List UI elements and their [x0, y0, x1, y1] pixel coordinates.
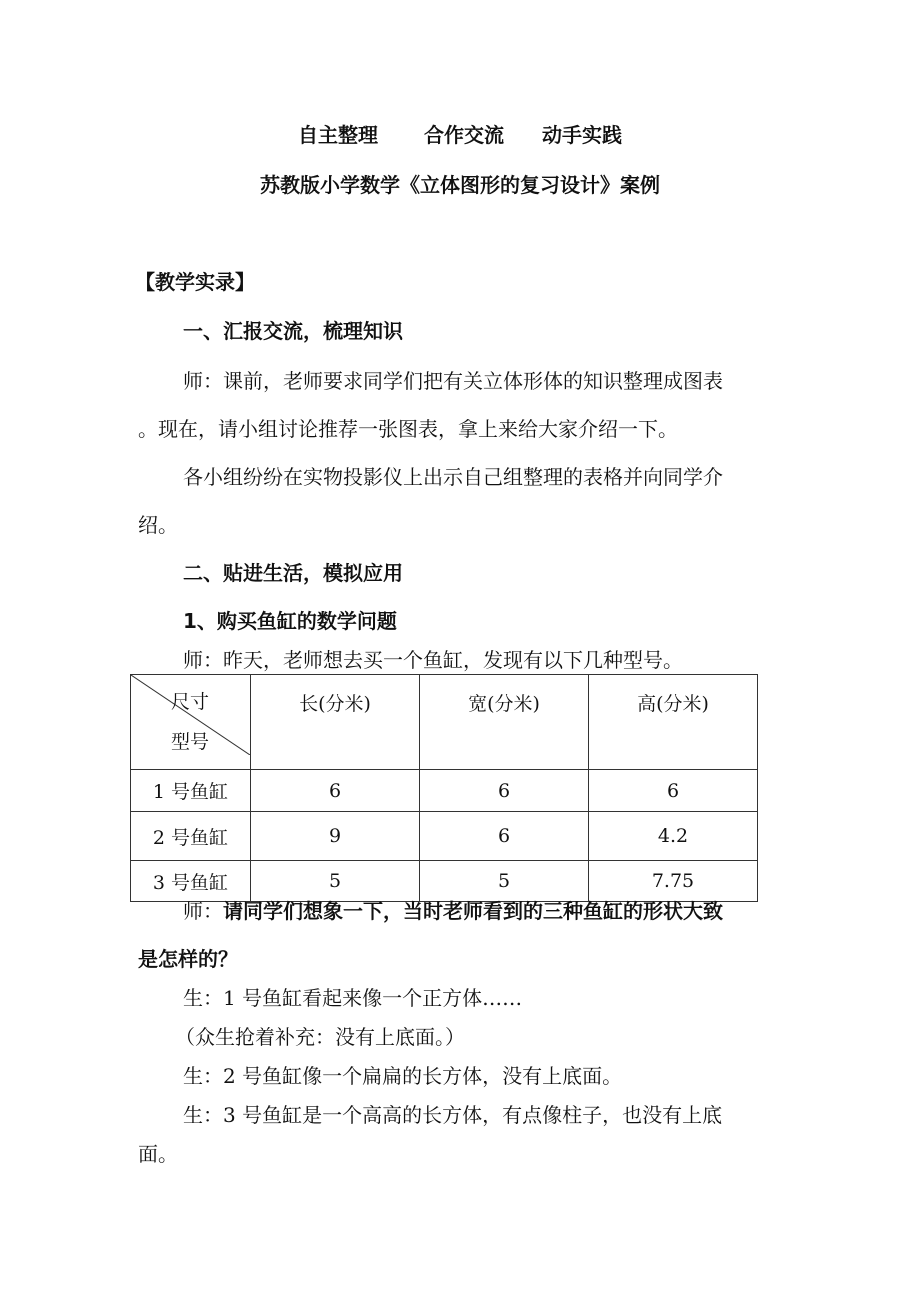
question-line	[183, 899, 723, 923]
part2-subheading: 1、购买鱼缸的数学问题	[183, 609, 397, 633]
cell-length: 6	[251, 770, 420, 812]
header-length: 长(分米)	[251, 675, 420, 770]
part1-heading: 一、汇报交流，梳理知识	[183, 319, 403, 343]
row-name: 2 号鱼缸	[131, 812, 251, 861]
answer-line: 生：1 号鱼缸看起来像一个正方体……	[183, 986, 523, 1010]
table-row	[131, 861, 758, 902]
section-label: 【教学实录】	[135, 270, 255, 294]
question-text: 请同学们想象一下，当时老师看到的三种鱼缸的形状大致	[223, 899, 723, 923]
question-line-2: 是怎样的？	[138, 947, 238, 971]
corner-label-size: 尺寸	[171, 691, 210, 713]
title-part-2: 合作交流	[424, 123, 504, 147]
cell-width: 6	[420, 770, 589, 812]
cell-height: 7.75	[589, 861, 758, 902]
paragraph-line: 师：课前，老师要求同学们把有关立体形体的知识整理成图表	[183, 369, 723, 393]
part2-heading: 二、贴进生活，模拟应用	[183, 561, 403, 585]
cell-length: 9	[251, 812, 420, 861]
document-title	[0, 123, 920, 147]
table-row	[131, 770, 758, 812]
table-row	[131, 812, 758, 861]
cell-length: 5	[251, 861, 420, 902]
paragraph-line: 各小组纷纷在实物投影仪上出示自己组整理的表格并向同学介	[183, 465, 723, 489]
answer-line: 面。	[138, 1142, 178, 1166]
cell-height: 6	[589, 770, 758, 812]
fish-tank-table	[130, 674, 758, 902]
title-part-3: 动手实践	[542, 123, 622, 147]
header-width: 宽(分米)	[420, 675, 589, 770]
header-height: 高(分米)	[589, 675, 758, 770]
paragraph-line: 绍。	[138, 513, 178, 537]
answer-line: 生：2 号鱼缸像一个扁扁的长方体，没有上底面。	[183, 1064, 623, 1088]
corner-label-model: 型号	[171, 731, 210, 753]
cell-width: 6	[420, 812, 589, 861]
row-name: 3 号鱼缸	[131, 861, 251, 902]
cell-width: 5	[420, 861, 589, 902]
corner-cell	[131, 675, 251, 770]
paragraph-line: 师：昨天，老师想去买一个鱼缸，发现有以下几种型号。	[183, 648, 683, 672]
answer-line: 生：3 号鱼缸是一个高高的长方体，有点像柱子，也没有上底	[183, 1103, 723, 1127]
question-speaker: 师：	[183, 899, 223, 923]
cell-height: 4.2	[589, 812, 758, 861]
paragraph-line: 。现在，请小组讨论推荐一张图表，拿上来给大家介绍一下。	[138, 417, 678, 441]
answer-note: （众生抢着补充：没有上底面。）	[175, 1025, 465, 1049]
row-name: 1 号鱼缸	[131, 770, 251, 812]
table-header-row	[131, 675, 758, 770]
title-part-1: 自主整理	[298, 123, 378, 147]
document-subtitle: 苏教版小学数学《立体图形的复习设计》案例	[260, 173, 660, 197]
